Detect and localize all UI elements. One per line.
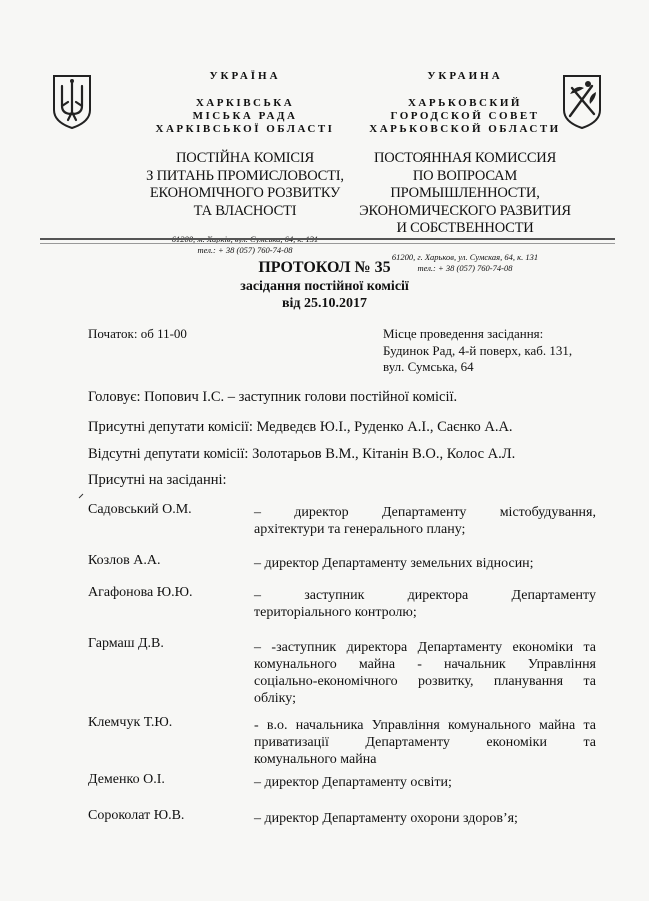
attendee-name: Сороколат Ю.В. — [88, 808, 185, 823]
council-line: ХАРКІВСЬКОЇ ОБЛАСТІ — [155, 123, 335, 135]
role-line: обліку; — [254, 691, 296, 706]
pen-mark — [78, 492, 86, 500]
start-time: Початок: об 11-00 — [88, 326, 187, 341]
committee-line: ПОСТОЯННАЯ КОМИССИЯ — [373, 150, 557, 166]
country-name-ru: УКРАИНА — [427, 70, 503, 82]
protocol-number: ПРОТОКОЛ № 35 — [258, 259, 391, 276]
attendee-name: Деменко О.І. — [88, 772, 165, 787]
role-line: – директор Департаменту земельних відносин; — [254, 556, 534, 571]
phone-line: тел.: + 38 (057) 760-74-08 — [197, 245, 293, 255]
council-line: ГОРОДСКОЙ СОВЕТ — [390, 110, 540, 122]
header-left — [120, 70, 370, 256]
attendee-role — [254, 504, 596, 538]
attendee-name: Гармаш Д.В. — [88, 636, 164, 651]
attendee-name: Агафонова Ю.Ю. — [88, 585, 193, 600]
council-name-ru — [340, 97, 590, 136]
role-line: комунального майна — [254, 752, 377, 767]
council-line: ХАРЬКОВСКОЙ ОБЛАСТИ — [369, 123, 561, 135]
role-line: приватизації Департаменту економіки та — [254, 735, 596, 750]
attendee-role — [254, 555, 596, 572]
attendee-role — [254, 774, 596, 791]
committee-line: ПОСТІЙНА КОМІСІЯ — [176, 150, 314, 166]
role-line: – директор Департаменту охорони здоров’я; — [254, 811, 518, 826]
protocol-subtitle: засідання постійної комісії — [240, 279, 409, 294]
attendee-name: Козлов А.А. — [88, 553, 161, 568]
venue-line: Місце проведення засідання: — [383, 326, 544, 341]
council-line: ХАРКІВСЬКА — [195, 97, 295, 109]
attendee-role — [254, 587, 596, 621]
protocol-title — [0, 258, 649, 312]
present-deputies-line: Присутні депутати комісії: Медведєв Ю.І., Руденко А.І., Саєнко А.А. — [88, 419, 513, 435]
committee-name-ru — [340, 150, 590, 238]
venue-line: Будинок Рад, 4-й поверх, каб. 131, — [383, 342, 573, 358]
role-line: територіального контролю; — [254, 605, 417, 620]
committee-line: З ПИТАНЬ ПРОМИСЛОВОСТІ, — [146, 167, 344, 184]
header-divider-thin — [40, 243, 615, 244]
phone-line: тел.: + 38 (057) 760-74-08 — [417, 262, 513, 273]
attendee-name: Клемчук Т.Ю. — [88, 715, 173, 730]
attendee-role — [254, 810, 596, 827]
committee-name-ua — [120, 150, 370, 220]
role-line: – заступник директора Департаменту — [254, 588, 596, 603]
venue-block — [383, 326, 572, 376]
attendee-name: Садовський О.М. — [88, 502, 192, 517]
council-line: МІСЬКА РАДА — [192, 110, 298, 122]
attendees-heading: Присутні на засіданні: — [88, 472, 227, 488]
address-line: 61200, г. Харьков, ул. Сумская, 64, к. 131 — [391, 251, 539, 262]
role-line: – директор Департаменту освіти; — [254, 775, 452, 790]
committee-line: ЕКОНОМІЧНОГО РОЗВИТКУ — [149, 185, 341, 201]
role-line: - в.о. начальника Управління комунального майна та — [254, 718, 596, 733]
role-line: – -заступник директора Департаменту економіки та — [254, 640, 596, 655]
chair-line: Головує: Попович І.С. – заступник голови постійної комісії. — [88, 389, 458, 405]
committee-line: ПО ВОПРОСАМ ПРОМЫШЛЕННОСТИ, — [390, 167, 540, 201]
absent-deputies-line: Відсутні депутати комісії: Золотарьов В.М., Кітанін В.О., Колос А.Л. — [88, 446, 516, 462]
attendee-role — [254, 639, 596, 707]
trident-emblem-icon — [48, 72, 96, 130]
protocol-date: від 25.10.2017 — [281, 296, 368, 311]
committee-line: И СОБСТВЕННОСТИ — [396, 220, 534, 236]
role-line: архітектури та генерального плану; — [254, 522, 466, 537]
role-line: – директор Департаменту містобудування, — [254, 505, 596, 520]
council-line: ХАРЬКОВСКИЙ — [407, 97, 522, 109]
role-line: соціально-економічного розвитку, планування та — [254, 674, 596, 689]
council-name-ua — [120, 97, 370, 136]
address-line: 61200, м. Харків, вул. Сумська, 64, к. 131 — [171, 234, 319, 244]
committee-line: ЭКОНОМИЧЕСКОГО РАЗВИТИЯ — [359, 202, 571, 219]
committee-line: ТА ВЛАСНОСТІ — [193, 202, 297, 219]
venue-line: вул. Сумська, 64 — [383, 359, 474, 374]
role-line: комунального майна - начальник Управління — [254, 657, 596, 672]
attendee-role — [254, 717, 596, 768]
header-divider — [40, 238, 615, 240]
country-name-ua: УКРАЇНА — [209, 70, 281, 82]
